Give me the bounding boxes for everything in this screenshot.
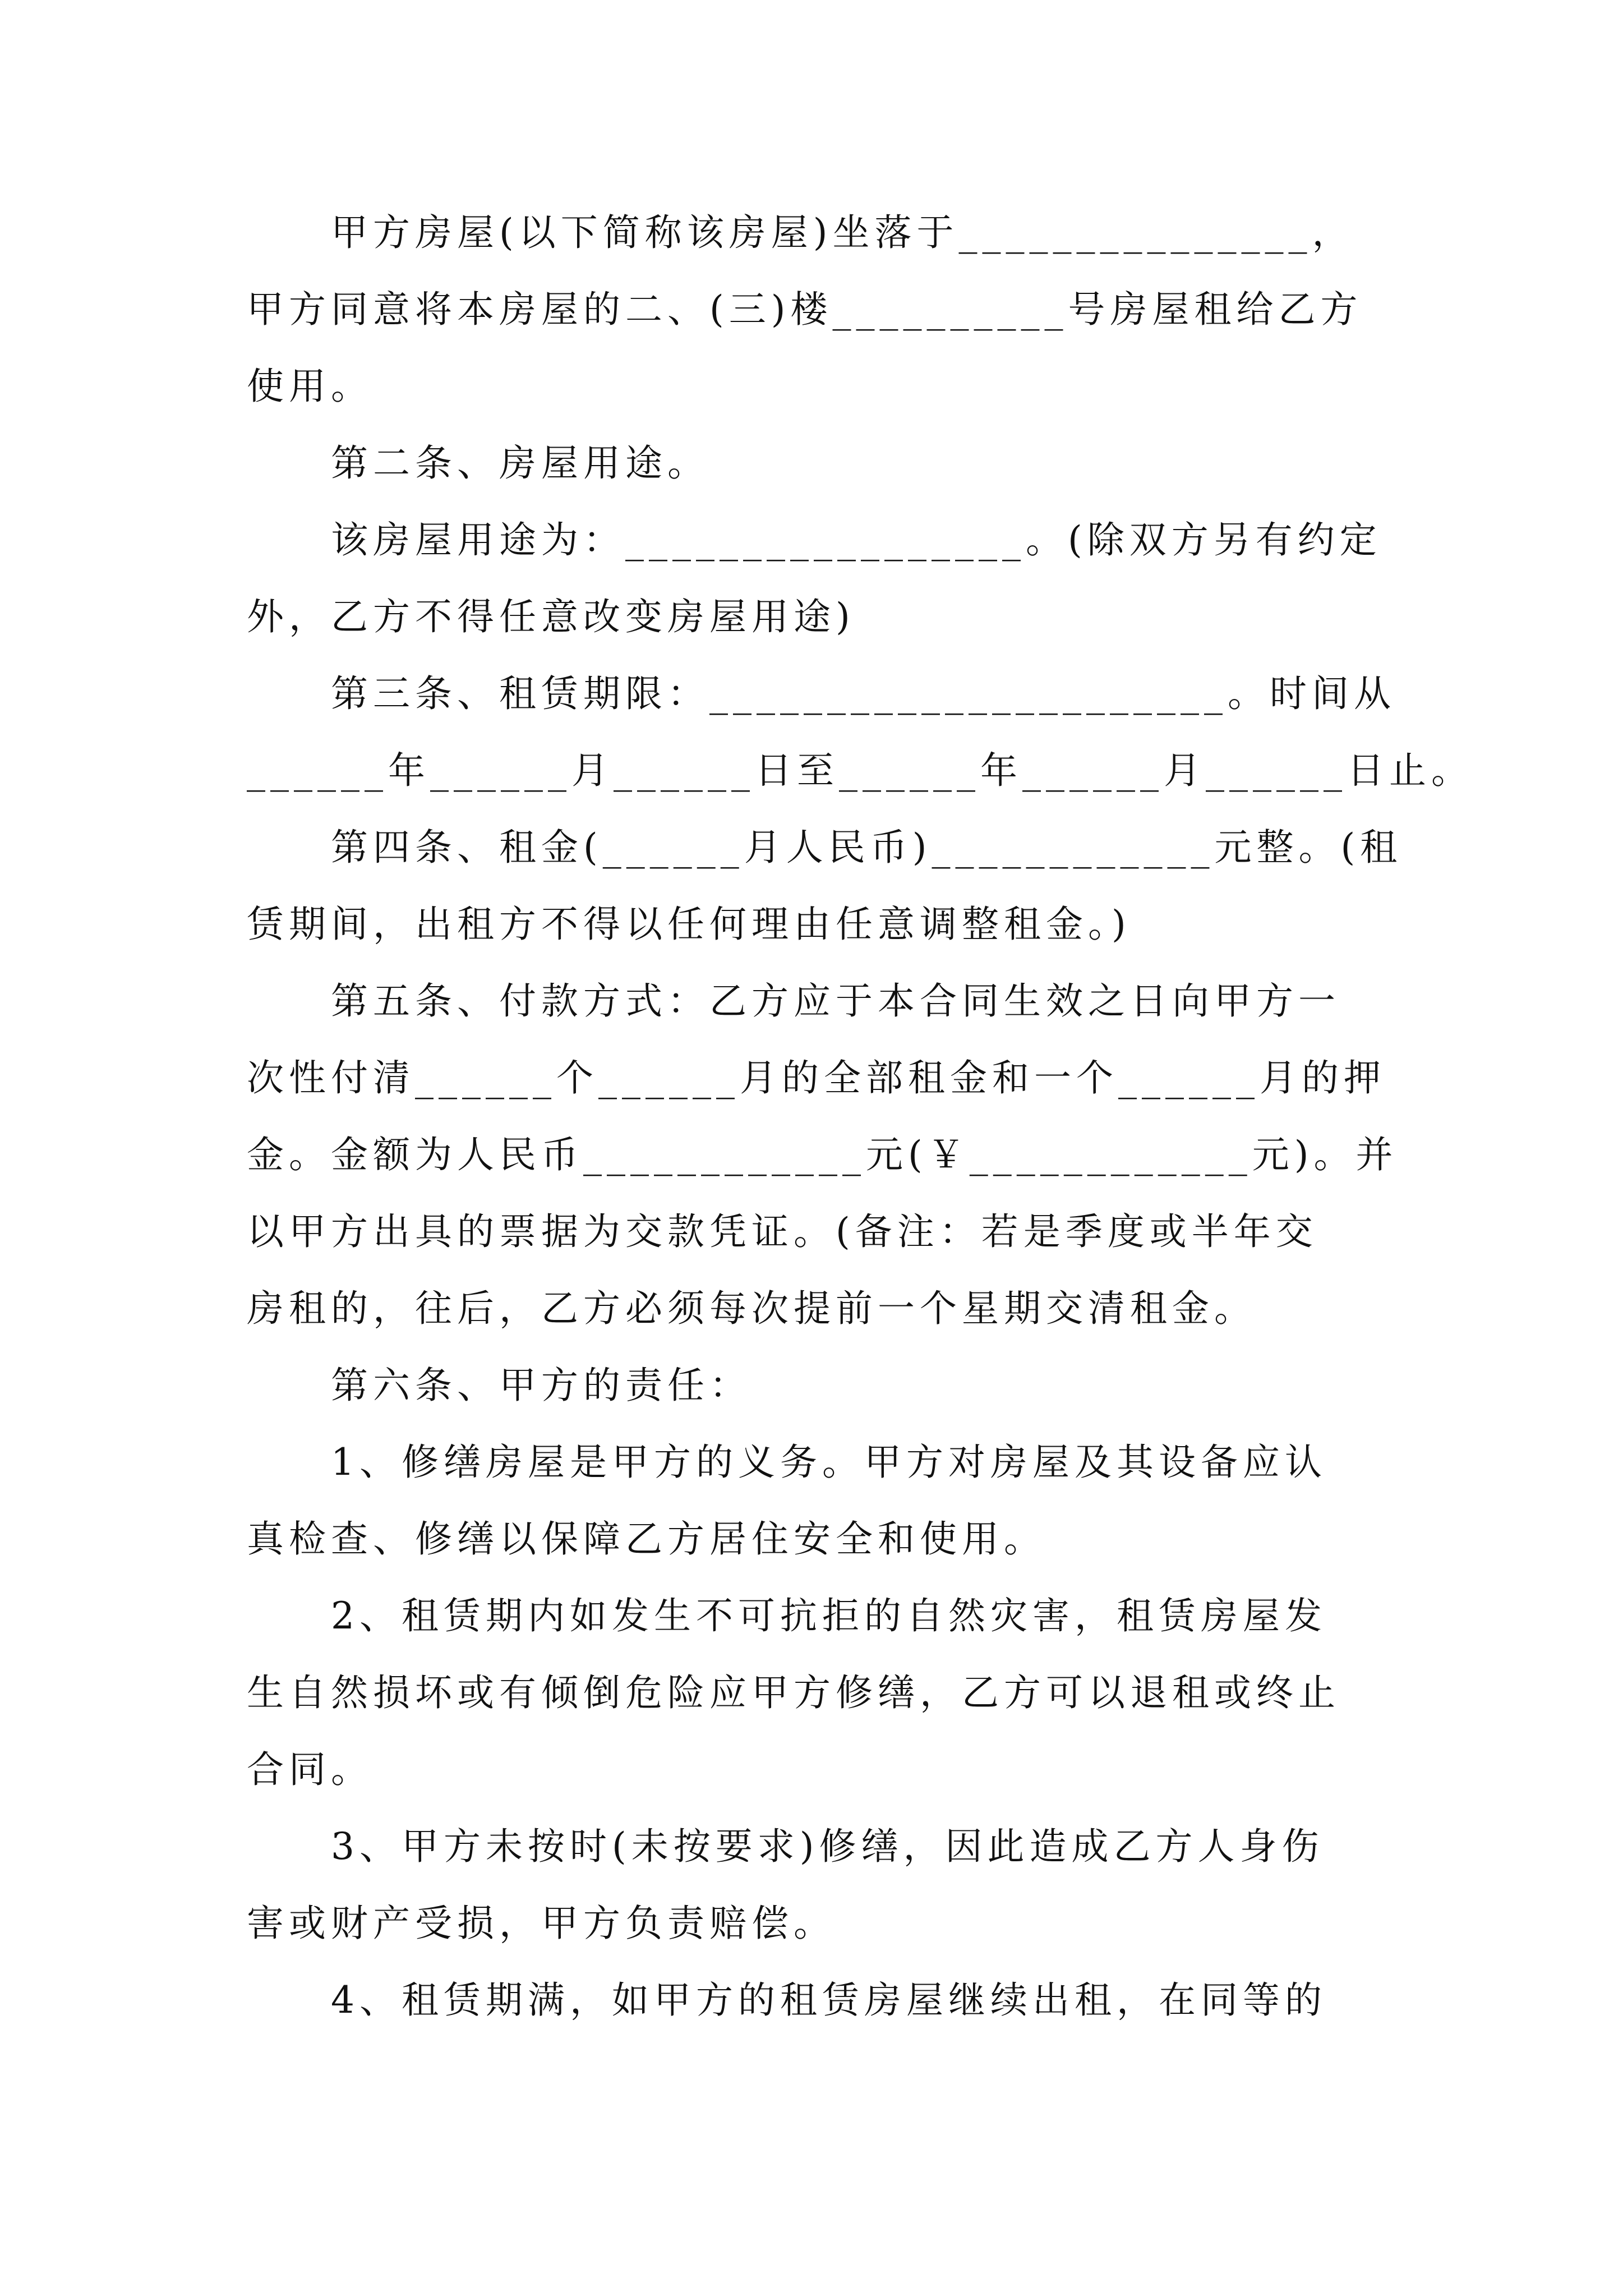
text-line: 第二条、房屋用途。: [331, 441, 709, 485]
text-line: 赁期间，出租方不得以任何理由任意调整租金。): [247, 903, 1131, 946]
text-line: 3、甲方未按时(未按要求)修缮，因此造成乙方人身伤: [331, 1825, 1324, 1868]
text-line: 4、租赁期满，如甲方的租赁房屋继续出租，在同等的: [331, 1978, 1327, 2022]
text-line: 使用。: [247, 365, 373, 408]
text-line: 该房屋用途为：_________________。(除双方另有约定: [331, 518, 1382, 562]
text-line: 真检查、修缮以保障乙方居住安全和使用。: [247, 1517, 1046, 1561]
text-line: 第五条、付款方式：乙方应于本合同生效之日向甲方一: [331, 979, 1340, 1023]
text-line: 合同。: [247, 1748, 373, 1791]
text-line: 金。金额为人民币____________元(￥____________元)。并: [247, 1133, 1398, 1176]
text-line: 房租的，往后，乙方必须每次提前一个星期交清租金。: [247, 1287, 1256, 1330]
text-line: 第六条、甲方的责任：: [331, 1364, 751, 1407]
text-line: 第三条、租赁期限：______________________。时间从: [331, 672, 1396, 715]
text-line: 生自然损坏或有倾倒危险应甲方修缮，乙方可以退租或终止: [247, 1671, 1340, 1714]
text-line: 1、修缮房屋是甲方的义务。甲方对房屋及其设备应认: [331, 1441, 1327, 1484]
text-line: 以甲方出具的票据为交款凭证。(备注：若是季度或半年交: [247, 1210, 1318, 1253]
text-line: 甲方房屋(以下简称该房屋)坐落于_______________，: [331, 211, 1354, 254]
text-line: ______年______月______日至______年______月______日止。: [247, 749, 1473, 792]
text-line: 第四条、租金(______月人民币)____________元整。(租: [331, 826, 1403, 869]
text-line: 2、租赁期内如发生不可抗拒的自然灾害，租赁房屋发: [331, 1594, 1327, 1637]
text-line: 害或财产受损，甲方负责赔偿。: [247, 1902, 836, 1945]
text-line: 甲方同意将本房屋的二、(三)楼__________号房屋租给乙方: [247, 288, 1363, 331]
text-line: 次性付清______个______月的全部租金和一个______月的押: [247, 1056, 1386, 1099]
text-line: 外，乙方不得任意改变房屋用途): [247, 595, 855, 638]
